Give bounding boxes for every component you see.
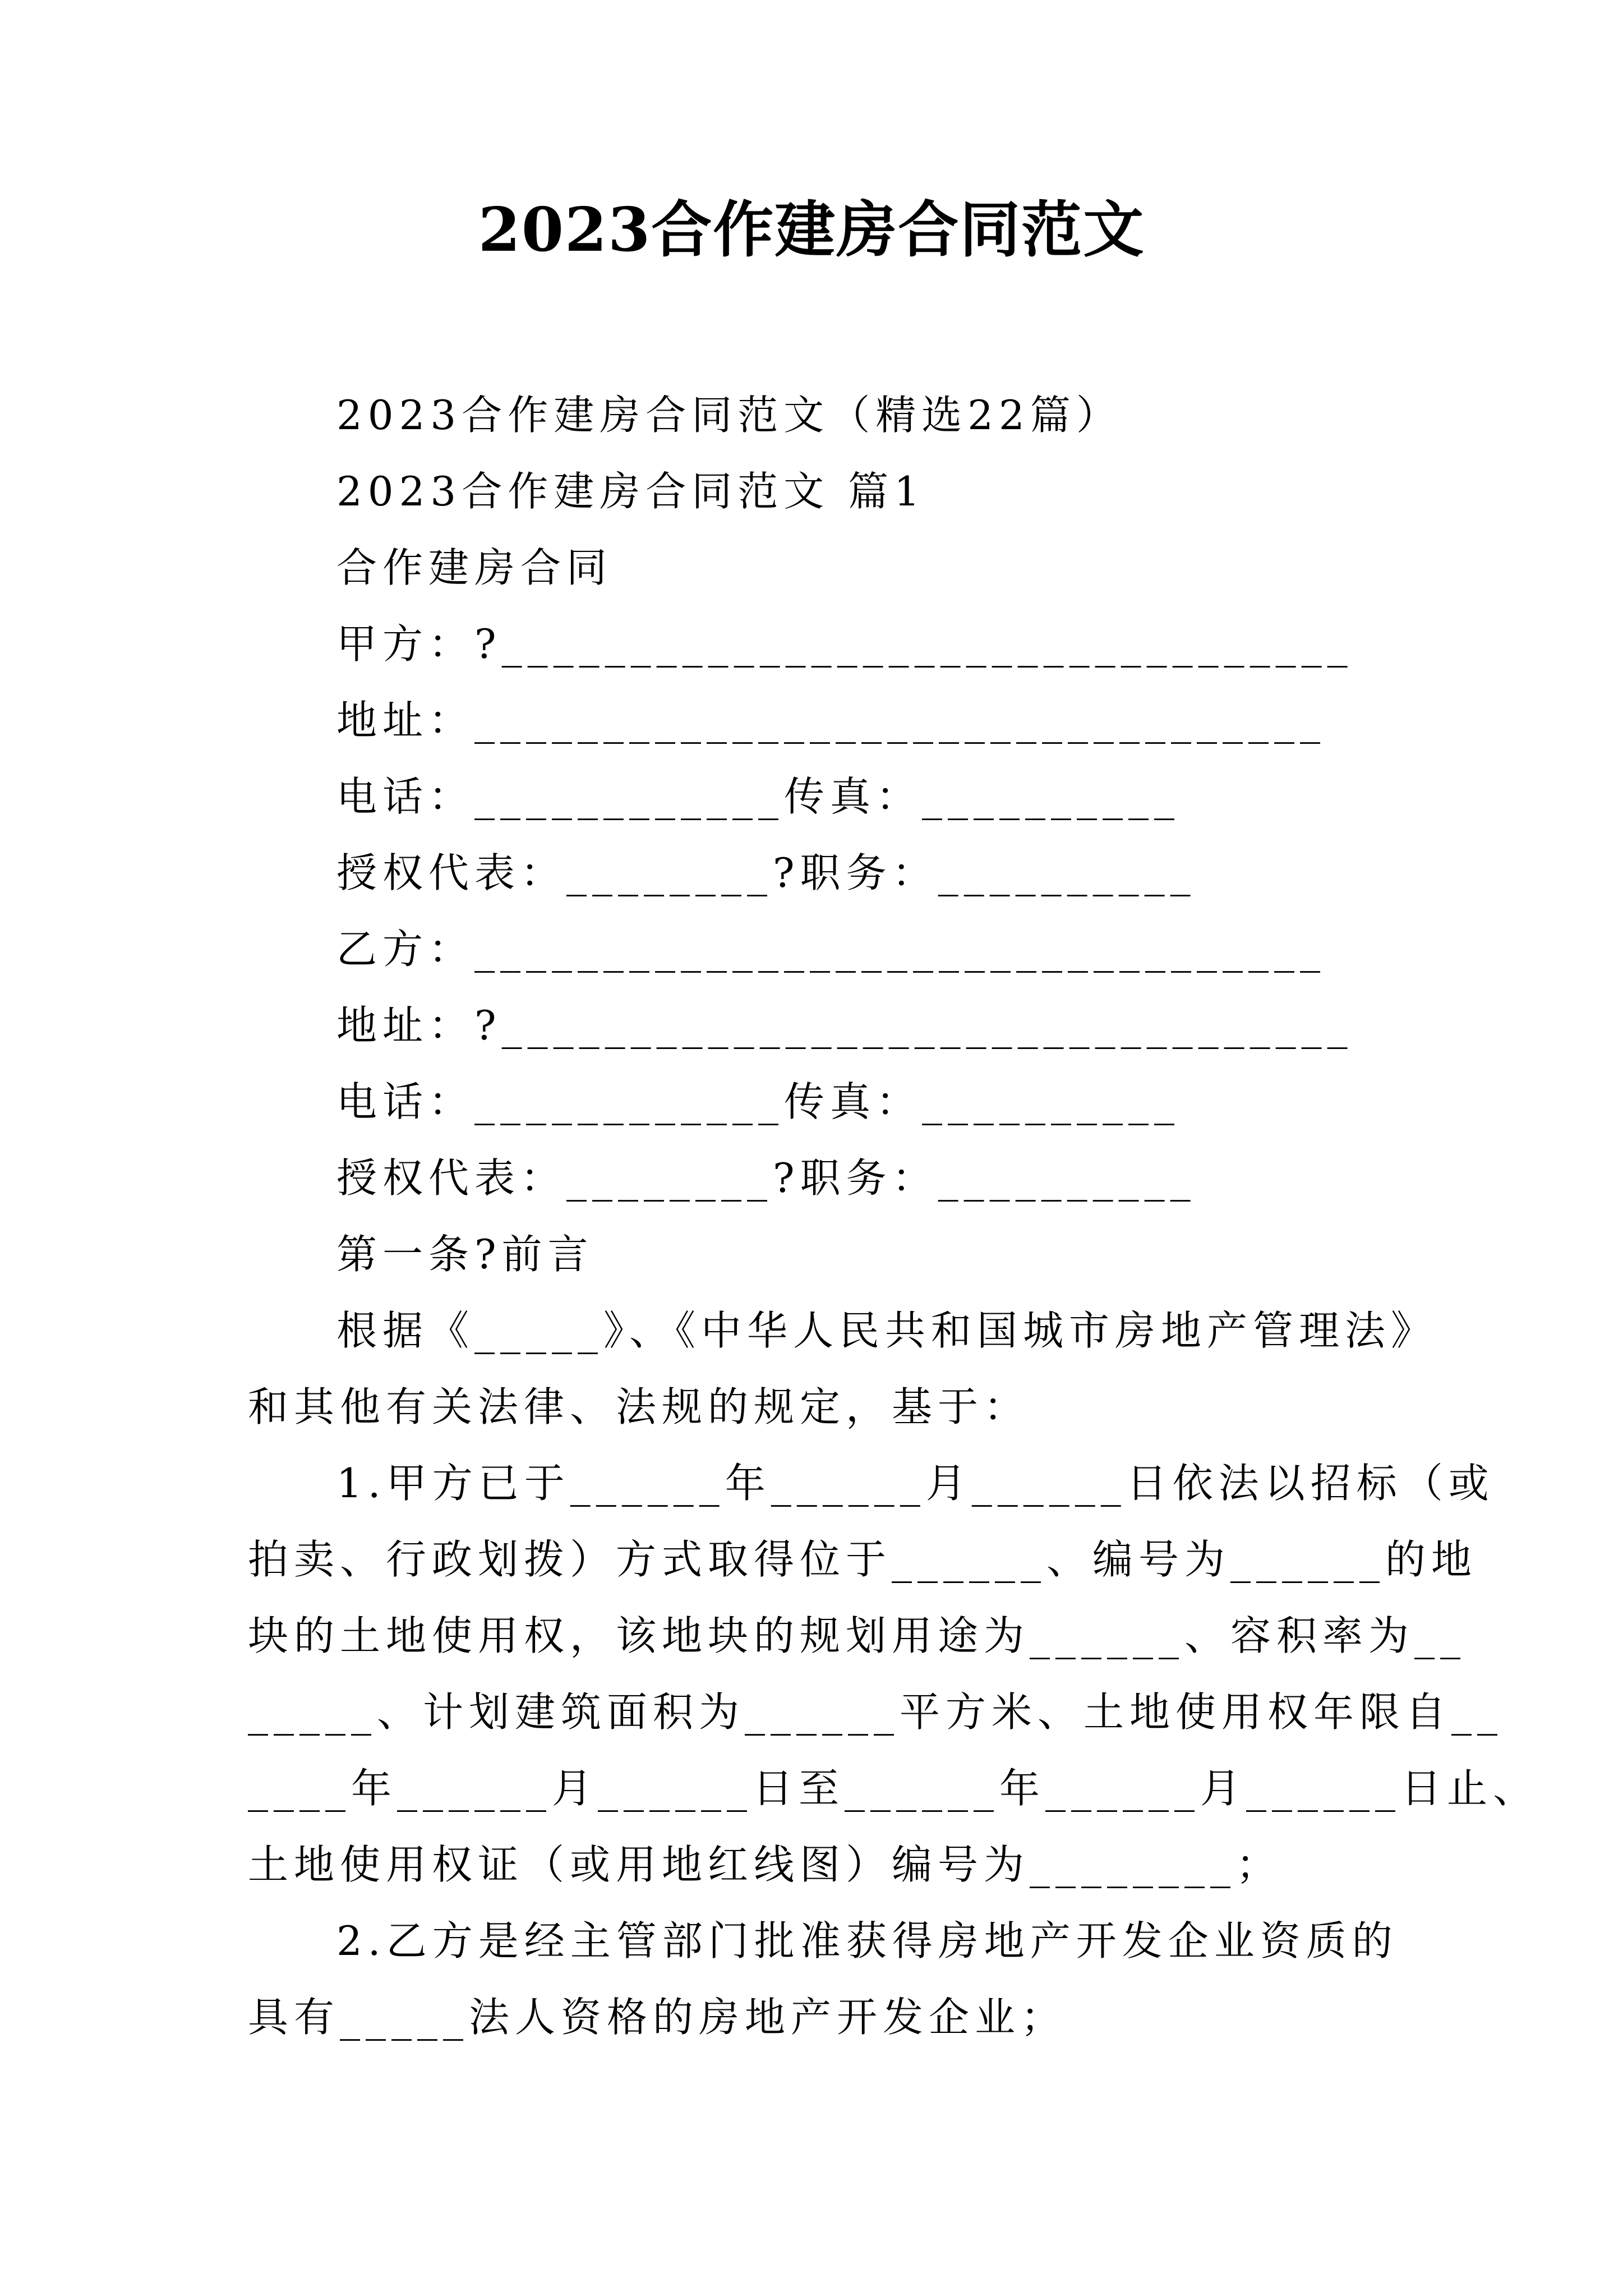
party-b-phone-fax-field: 电话：____________传真：__________: [336, 1078, 1181, 1125]
party-b-representative-field: 授权代表：________?职务：__________: [336, 1154, 1196, 1202]
party-b-address-field: 地址：?_________________________________: [336, 1002, 1353, 1049]
paragraph-line: 具有_____法人资格的房地产开发企业；: [248, 1994, 1067, 2041]
party-a-address-field: 地址：_________________________________: [336, 697, 1326, 744]
article-heading: 第一条?前言: [336, 1231, 594, 1278]
paragraph-line: 2.乙方是经主管部门批准获得房地产开发企业资质的: [336, 1917, 1398, 1964]
party-a-field: 甲方：?_________________________________: [336, 620, 1353, 668]
section-heading: 2023合作建房合同范文 篇1: [336, 468, 925, 515]
paragraph-line: 土地使用权证（或用地红线图）编号为________；: [248, 1841, 1283, 1888]
paragraph-line: _____、计划建筑面积为______平方米、土地使用权年限自__: [248, 1688, 1504, 1736]
party-b-field: 乙方：_________________________________: [336, 926, 1326, 973]
contract-name: 合作建房合同: [336, 544, 613, 591]
paragraph-line: 1.甲方已于______年______月______日依法以招标（或: [336, 1460, 1495, 1507]
paragraph-line: 根据《_____》、《中华人民共和国城市房地产管理法》: [336, 1307, 1437, 1354]
subtitle-line: 2023合作建房合同范文（精选22篇）: [336, 392, 1122, 439]
paragraph-line: 拍卖、行政划拨）方式取得位于______、编号为______的地: [248, 1536, 1478, 1583]
paragraph-line: ____年______月______日至______年______月______日止、: [248, 1765, 1539, 1812]
paragraph-line: 和其他有关法律、法规的规定，基于：: [248, 1383, 1030, 1430]
document-title: 2023合作建房合同范文: [478, 195, 1145, 265]
paragraph-line: 块的土地使用权，该地块的规划用途为______、容积率为__: [248, 1612, 1467, 1659]
party-a-phone-fax-field: 电话：____________传真：__________: [336, 773, 1181, 820]
party-a-representative-field: 授权代表：________?职务：__________: [336, 849, 1196, 896]
